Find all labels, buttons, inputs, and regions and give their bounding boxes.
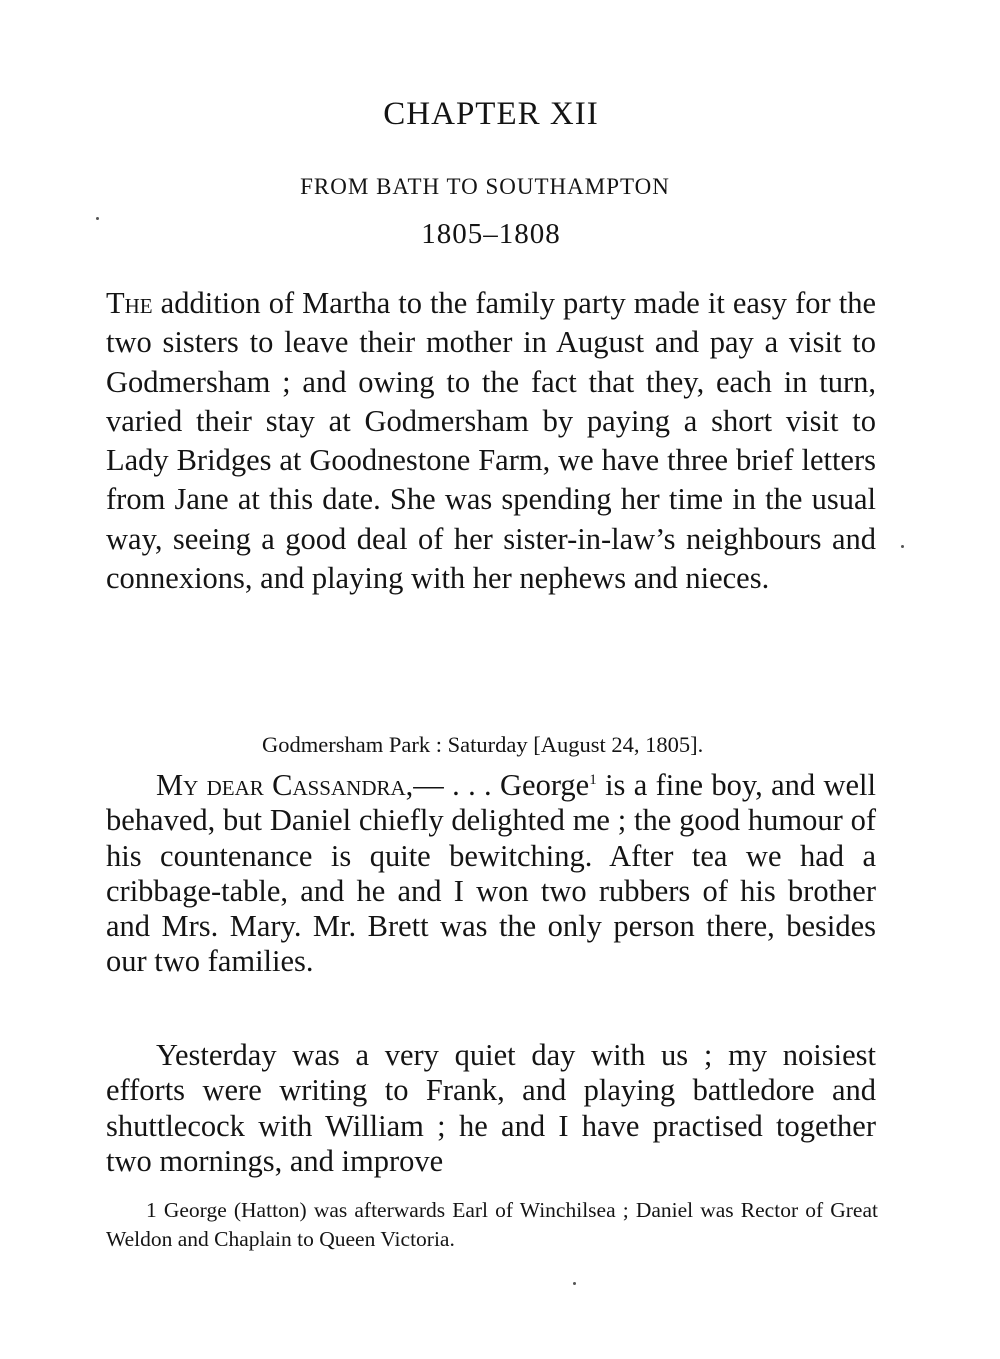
footnote-reference: 1: [589, 771, 597, 788]
footnote-marker: 1: [146, 1198, 157, 1222]
scan-speck: [901, 545, 904, 548]
intro-text: addition of Martha to the family party made it easy for the two sisters to leave their mother in August and pay a visit to Godmersham ; and owing to the fact that they, each in turn, varied their stay at Godmersham by paying a short visit to Lady Bridges at Goodnestone Farm, we have three brief letters from Jane at this date. She was spending her time in the usual way, seeing a good deal of her sister-in-law’s neighbours and connexions, and playing with her nephews and nieces.: [106, 286, 876, 596]
letter-heading: Godmersham Park : Saturday [August 24, 1805].: [262, 732, 704, 757]
scan-speck: [573, 1282, 576, 1285]
scan-speck: [96, 217, 99, 220]
letter-p1-start: — . . . George: [413, 768, 590, 802]
chapter-title: CHAPTER XII: [383, 96, 599, 132]
footnote: [106, 1196, 878, 1254]
letter-paragraph-2: Yesterday was a very quiet day with us ; my noisiest efforts were writing to Frank, and playing battledore and shuttlecock with William ; he and I have practised together two mornings, and improve: [106, 1038, 876, 1178]
chapter-dates: 1805–1808: [421, 218, 561, 250]
letter-salutation: My dear Cassandra,: [156, 768, 414, 802]
letter-p1-rest: is a fine boy, and well behaved, but Daniel chiefly delighted me ; the good humour of his countenance is quite bewitching. After tea we had a cribbage-table, and he and I won two rubbers of his brother and Mrs. Mary. Mr. Brett was the only person there, besides our two families.: [106, 768, 876, 979]
footnote-text: George (Hatton) was afterwards Earl of Winchilsea ; Daniel was Rector of Great Weldon and Chaplain to Queen Victoria.: [106, 1198, 878, 1251]
intro-paragraph: [106, 284, 876, 598]
letter-paragraph-1: [106, 768, 876, 980]
intro-lead-word: The: [106, 286, 153, 320]
chapter-subtitle: FROM BATH TO SOUTHAMPTON: [300, 174, 670, 199]
